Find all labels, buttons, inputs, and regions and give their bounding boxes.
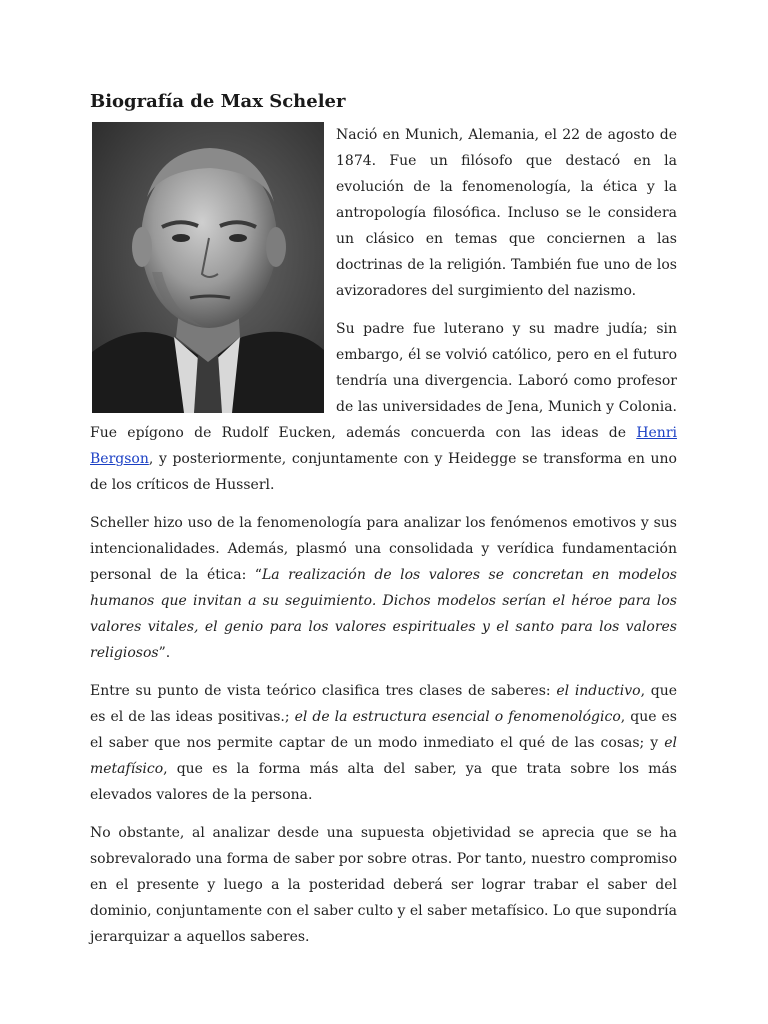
paragraph-3-end: ”.: [158, 645, 171, 661]
document-title: Biografía de Max Scheler: [90, 91, 346, 112]
paragraph-4-e: , que es el saber que nos permite captar de un modo inmediato el qué de las cosas; y: [90, 709, 677, 751]
paragraph-2-text-a: Su padre fue luterano y su madre judía; sin embargo, él se volvió católico, pero en el futuro tendría una divergencia. Laboró como profesor de las universidades de Jena, Munich y Colonia. Fue epígono de Rudolf Eucken, además concuerda con las ideas de: [90, 321, 677, 441]
document-body: [90, 88, 677, 962]
paragraph-1: Nació en Munich, Alemania, el 22 de agosto de 1874. Fue un filósofo que destacó en la evolución de la fenomenología, la ética y la antropología filosófica. Incluso se le considera un clásico en temas que conciernen a las doctrinas de la religión. También fue uno de los avizoradores del surgimiento del nazismo.: [336, 127, 677, 299]
paragraph-2-text-b: , y posteriormente, conjuntamente con y Heidegge se transforma en uno de los críticos de Husserl.: [90, 451, 677, 493]
paragraph-4-c: , que es el de las ideas positivas.;: [90, 683, 678, 725]
paragraph-4-metaphysical: el metafísico: [90, 735, 677, 777]
portrait-photo: [92, 122, 324, 413]
paragraph-4-inductive: el inductivo: [556, 683, 641, 699]
paragraph-5: No obstante, al analizar desde una supuesta objetividad se aprecia que se ha sobrevalorado una forma de saber por sobre otras. Por tanto, nuestro compromiso en el presente y luego a la posteridad deberá ser lograr trabar el saber del dominio, conjuntamente con el saber culto y el saber metafísico. Lo que supondría jerarquizar a aquellos saberes.: [90, 825, 677, 945]
paragraph-4-a: Entre su punto de vista teórico clasifica tres clases de saberes:: [90, 683, 557, 699]
paragraph-3: [90, 510, 677, 666]
paragraph-4-phenomenological: el de la estructura esencial o fenomenológico: [294, 709, 621, 725]
paragraph-3-quote: La realización de los valores se concretan en modelos humanos que invitan a su seguimiento. Dichos modelos serían el héroe para los valores vitales, el genio para los valores espirituales y el santo para los valores religiosos: [90, 567, 677, 661]
portrait-image: [92, 122, 324, 413]
paragraph-3-intro: Scheller hizo uso de la fenomenología para analizar los fenómenos emotivos y sus intencionalidades. Además, plasmó una consolidada y verídica fundamentación personal de la ética: “: [90, 515, 677, 583]
henri-bergson-link[interactable]: Henri Bergson: [90, 425, 677, 467]
paragraph-4: [90, 678, 677, 808]
paragraph-4-g: , que es la forma más alta del saber, ya que trata sobre los más elevados valores de la persona.: [90, 761, 677, 803]
